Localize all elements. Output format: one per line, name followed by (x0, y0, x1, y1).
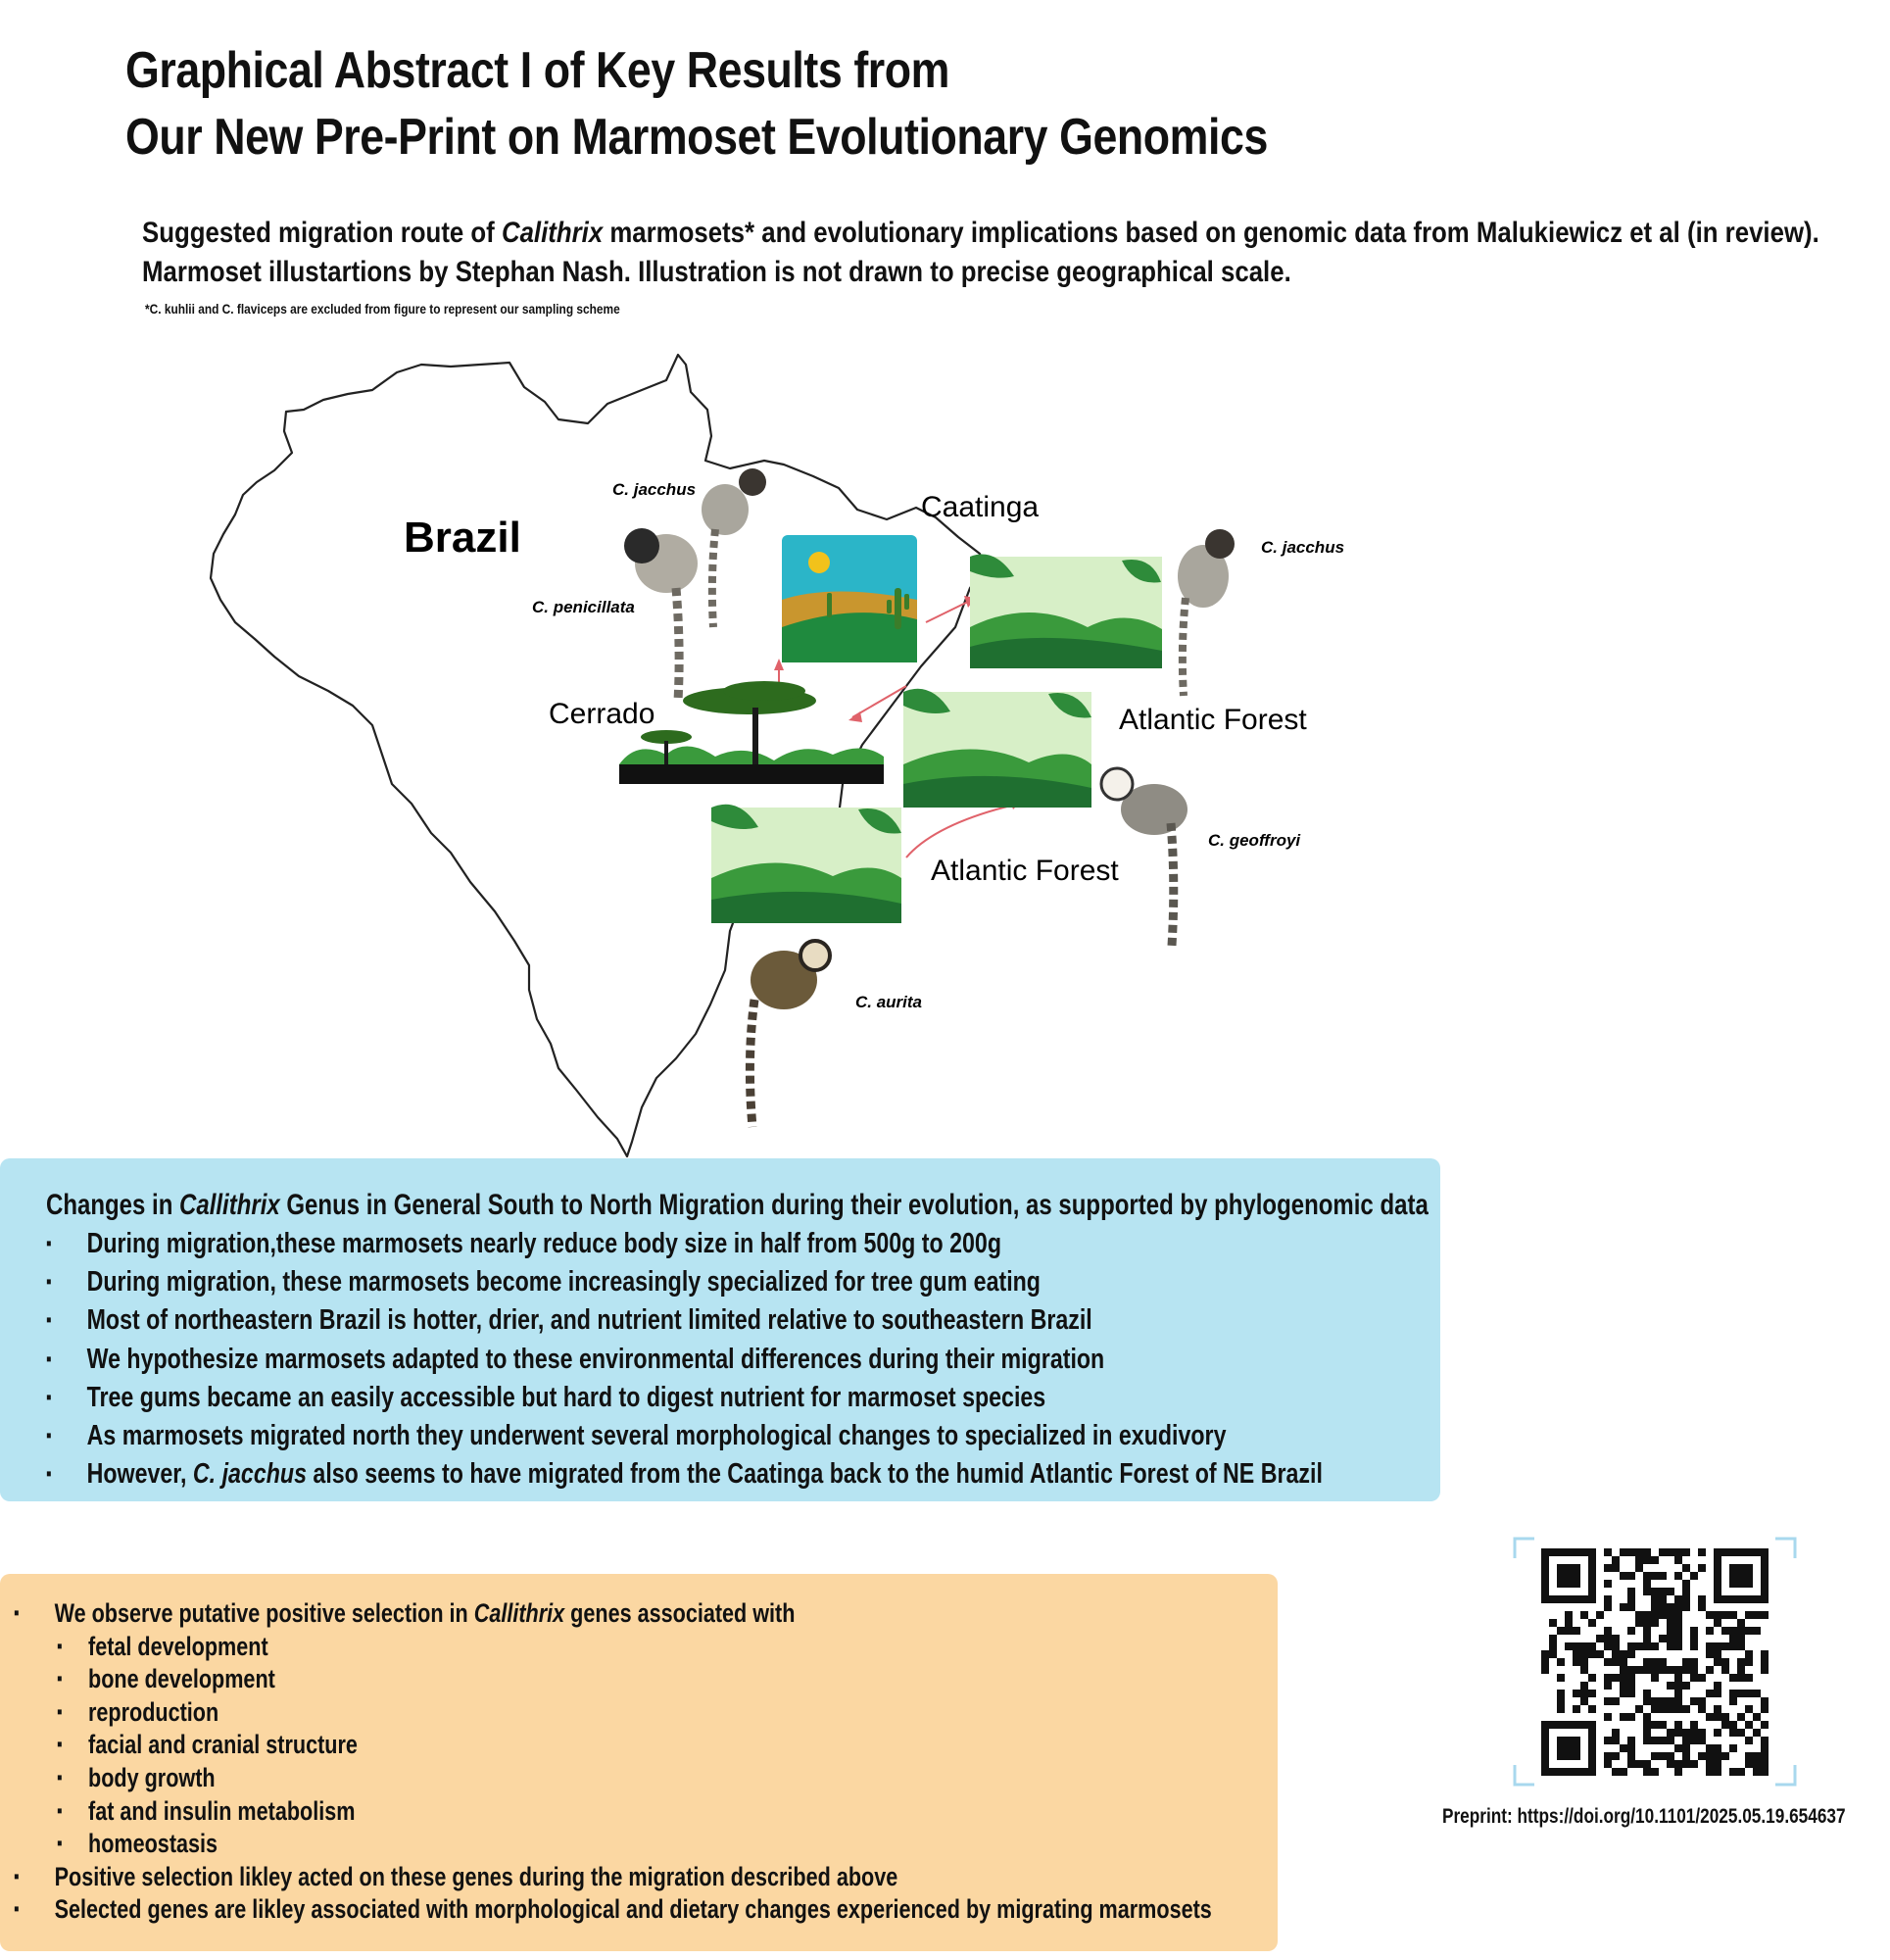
list-item-text: Tree gums became an easily accessible but hard to digest nutrient for marmoset species (86, 1381, 1046, 1413)
sub-item-text: body growth (88, 1762, 216, 1792)
caption-line1-before: Suggested migration route of (142, 217, 502, 249)
list-item-text-before: However, (86, 1458, 193, 1491)
habitat-label-atlantic-forest-se: Atlantic Forest (931, 855, 1119, 887)
list-item-text-after: genes associated with (564, 1598, 796, 1628)
bullet-icon: ▪ (57, 1734, 63, 1756)
sub-list-item (14, 1696, 1212, 1730)
species-label-jacchus-top: C. jacchus (612, 480, 697, 499)
sub-item-text: reproduction (88, 1696, 219, 1727)
bullet-icon: ▪ (57, 1799, 63, 1822)
heading-text-after: Genus in General South to North Migration during their evolution, as supported by phylogenomic data (279, 1189, 1429, 1221)
caption-line2: Marmoset illustartions by Stephan Nash. Illustration is not drawn to precise geographical scale. (142, 256, 1291, 288)
atlantic-forest-mid-panel (903, 689, 1091, 808)
species-label-penicillata: C. penicillata (532, 598, 635, 616)
qr-code-icon (1513, 1537, 1797, 1787)
list-item-text: During migration, these marmosets become increasingly specialized for tree gum eating (86, 1266, 1041, 1298)
marmoset-aurita-icon (750, 941, 830, 1127)
arrow-forest-to-cerrado (852, 686, 906, 717)
migration-changes-list (46, 1225, 1323, 1494)
species-label-jacchus-right: C. jacchus (1261, 538, 1345, 557)
bullet-icon: ▪ (46, 1386, 52, 1408)
title-line-1: Graphical Abstract I of Key Results from (125, 42, 949, 99)
sub-list-item (14, 1762, 1212, 1795)
country-label: Brazil (404, 514, 521, 562)
list-item (46, 1455, 1323, 1494)
sub-item-text: bone development (88, 1664, 275, 1694)
marmoset-jacchus-right-icon (1178, 529, 1235, 696)
bullet-icon: ▪ (57, 1700, 63, 1723)
cerrado-panel (619, 681, 884, 784)
list-item (46, 1263, 1323, 1301)
sub-list-item (14, 1795, 1212, 1829)
list-item-text: During migration,these marmosets nearly reduce body size in half from 500g to 200g (86, 1228, 1002, 1259)
caatinga-panel (782, 535, 917, 662)
bullet-icon: ▪ (14, 1898, 20, 1921)
list-item-text: Most of northeastern Brazil is hotter, drier, and nutrient limited relative to southeastern Brazil (86, 1304, 1092, 1337)
preprint-doi-link[interactable]: Preprint: https://doi.org/10.1101/2025.05.19.654637 (1442, 1805, 1846, 1828)
list-item-text: Selected genes are likley associated with morphological and dietary changes experienced by migrating marmosets (54, 1894, 1212, 1925)
list-item-text-before: We observe putative positive selection in (54, 1598, 474, 1628)
list-item (14, 1597, 1212, 1631)
habitat-label-cerrado: Cerrado (549, 698, 655, 730)
bullet-icon: ▪ (46, 1309, 52, 1332)
sub-item-text: facial and cranial structure (88, 1730, 358, 1760)
list-item (46, 1341, 1323, 1379)
bullet-icon: ▪ (57, 1833, 63, 1855)
species-italic: C. jacchus (192, 1458, 307, 1491)
list-item (14, 1893, 1212, 1927)
species-label-aurita: C. aurita (855, 993, 923, 1011)
bullet-icon: ▪ (57, 1668, 63, 1690)
sub-list-item (14, 1663, 1212, 1696)
list-item-text: As marmosets migrated north they underwent several morphological changes to specialized in exudivory (86, 1420, 1227, 1452)
genus-italic: Callithrix (473, 1598, 565, 1628)
marmoset-jacchus-top-icon (702, 468, 766, 627)
bullet-icon: ▪ (57, 1635, 63, 1657)
bullet-icon: ▪ (46, 1271, 52, 1294)
list-item-text: Positive selection likley acted on these genes during the migration described above (54, 1861, 898, 1891)
list-item (46, 1301, 1323, 1340)
migration-changes-heading (46, 1186, 1429, 1225)
habitat-label-caatinga: Caatinga (921, 491, 1040, 523)
heading-text-before: Changes in (46, 1189, 180, 1221)
atlantic-forest-ne-panel (970, 555, 1162, 669)
list-item (46, 1225, 1323, 1263)
bullet-icon: ▪ (46, 1463, 52, 1486)
sub-list-item (14, 1828, 1212, 1861)
sub-item-text: homeostasis (88, 1829, 218, 1859)
arrow-se-forest-to-forest (906, 804, 1019, 858)
sub-list-item (14, 1729, 1212, 1762)
species-label-geoffroyi: C. geoffroyi (1208, 831, 1301, 850)
list-item (14, 1861, 1212, 1894)
positive-selection-list (14, 1597, 1212, 1927)
arrow-caatinga-to-forest (926, 600, 972, 622)
sun-icon (808, 552, 830, 573)
caption-line1-after: marmosets* and evolutionary implications based on genomic data from Malukiewicz et al (in review). (603, 217, 1819, 249)
bullet-icon: ▪ (46, 1348, 52, 1370)
sub-item-text: fetal development (88, 1631, 268, 1661)
sub-list-item (14, 1631, 1212, 1664)
atlantic-forest-se-panel (711, 805, 901, 923)
bullet-icon: ▪ (14, 1865, 20, 1887)
bullet-icon: ▪ (46, 1425, 52, 1447)
list-item-text: We hypothesize marmosets adapted to these environmental differences during their migration (86, 1343, 1105, 1375)
title-line-2: Our New Pre-Print on Marmoset Evolutionary Genomics (125, 109, 1268, 166)
sub-item-text: fat and insulin metabolism (88, 1795, 356, 1826)
caption-genus-italic: Calithrix (501, 217, 604, 249)
list-item (46, 1379, 1323, 1417)
list-item-text-after: also seems to have migrated from the Caatinga back to the humid Atlantic Forest of NE Brazil (306, 1458, 1323, 1491)
bullet-icon: ▪ (46, 1233, 52, 1254)
heading-genus-italic: Callithrix (179, 1189, 280, 1221)
marmoset-penicillata-icon (624, 528, 698, 701)
bullet-icon: ▪ (57, 1766, 63, 1788)
acacia-tree-icon (641, 681, 816, 764)
footnote: *C. kuhlii and C. flaviceps are excluded from figure to represent our sampling scheme (145, 301, 620, 317)
habitat-label-atlantic-forest-ne: Atlantic Forest (1119, 704, 1307, 736)
preprint-qr-code[interactable] (1513, 1537, 1797, 1787)
bullet-icon: ▪ (14, 1602, 20, 1624)
list-item (46, 1417, 1323, 1455)
